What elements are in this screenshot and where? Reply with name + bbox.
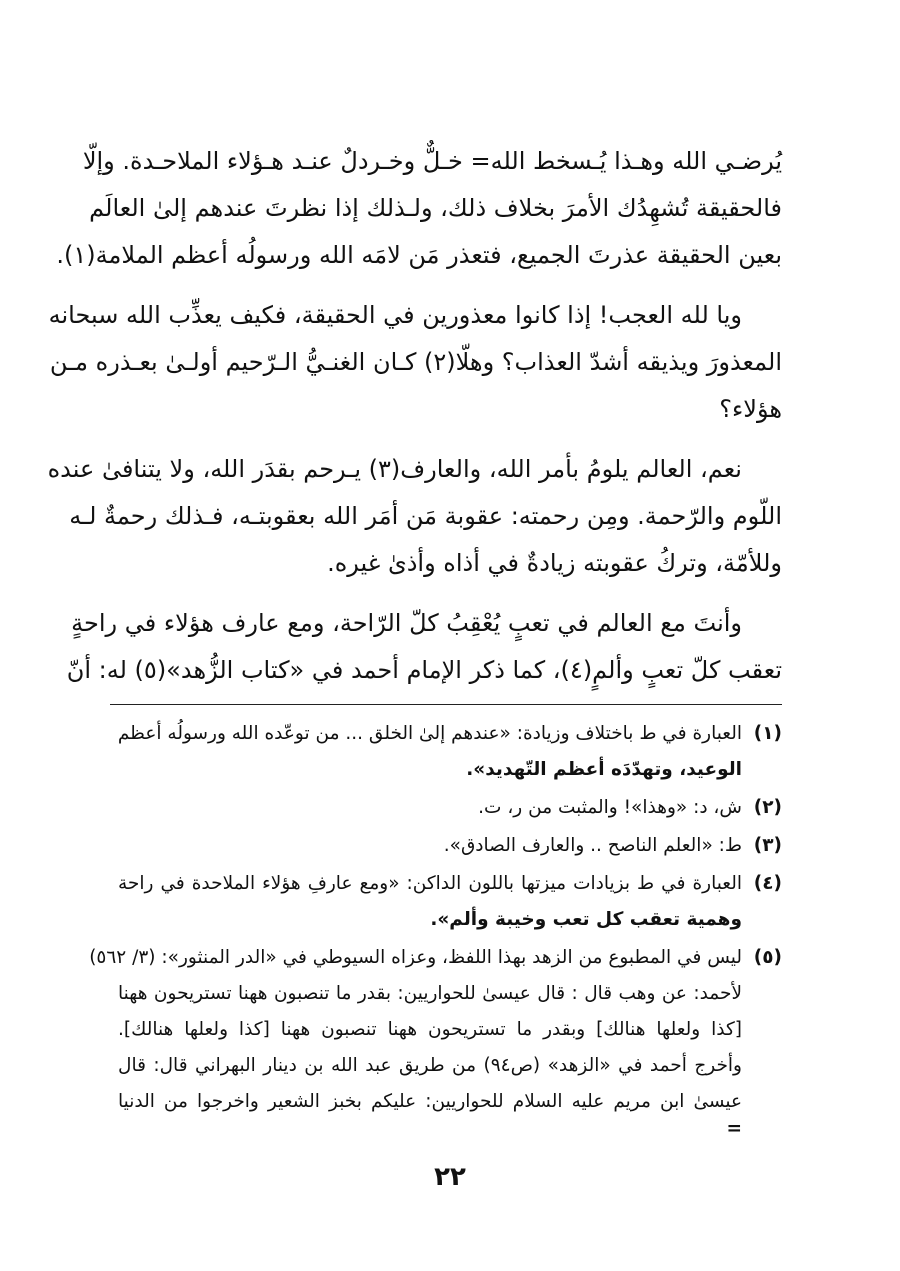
footnote-number: (٣) [753,835,782,856]
paragraph-3 [47,446,782,587]
footnote-line: لأحمد: عن وهب قال : قال عيسىٰ للحواريين: بقدر ما تنصبون ههنا تستريحون ههنا [118,983,742,1004]
footnote-4 [118,866,782,938]
footnote-line: ليس في المطبوع من الزهد بهذا اللفظ، وعزاه السيوطي في «الدر المنثور»: (٣/ ٥٦٢) [89,947,742,968]
text-line: اللّوم والرّحمة. ومِن رحمته: عقوبة مَن أمَر الله بعقوبتـه، فـذلك رحمةٌ لـه [69,502,782,530]
text-line: تعقب كلّ تعبٍ وألمٍ(٤)، كما ذكر الإمام أحمد في «كتاب الزُّهد»(٥) له: أنّ [66,656,782,684]
text-line: يُرضـي الله وهـذا يُـسخط الله= خـلٌّ وخـردلٌ عنـد هـؤلاء الملاحـدة. وإلّا [82,147,782,175]
page-number: ٢٢ [434,1162,466,1192]
text-line: وأنتَ مع العالم في تعبٍ يُعْقِبُ كلّ الرّاحة، ومع عارف هؤلاء في راحةٍ [71,609,742,637]
footnote-number: (٢) [753,797,782,818]
text-line: هؤلاء؟ [719,395,782,423]
footnote-line: وهمية تعقب كل تعب وخيبة وألم». [430,909,742,930]
footnote-line: العبارة في ط بزيادات ميزتها باللون الداكن: «ومع عارفِ هؤلاء الملاحدة في راحة [118,873,742,894]
footnote-1 [118,716,782,788]
footnote-line: ط: «العلم الناصح .. والعارف الصادق». [443,835,742,856]
footnote-line: وأخرج أحمد في «الزهد» (ص٩٤) من طريق عبد الله بن دينار البهراني قال: قال [118,1055,742,1076]
footnote-line: عيسىٰ ابن مريم عليه السلام للحواريين: عليكم بخبز الشعير واخرجوا من الدنيا [118,1091,742,1112]
text-line: بعين الحقيقة عذرتَ الجميع، فتعذر مَن لامَه الله ورسولُه أعظم الملامة(١). [56,241,782,269]
main-text [47,138,782,707]
footnote-line: [كذا ولعلها هنالك] وبقدر ما تستريحون ههنا تنصبون ههنا [كذا ولعلها هنالك]. [118,1019,742,1040]
text-line: وللأمّة، وتركُ عقوبته زيادةٌ في أذاه وأذىٰ غيره. [327,549,782,577]
footnote-number: (٤) [753,873,782,894]
footnote-number: (٥) [753,947,782,968]
text-line: المعذورَ ويذيقه أشدّ العذاب؟ وهلّا(٢) كـان الغنـيُّ الـرّحيم أولـىٰ بعـذره مـن [49,348,782,376]
footnote-line: العبارة في ط باختلاف وزيادة: «عندهم إلىٰ الخلق ... من توعّده الله ورسولُه أعظم [117,723,742,744]
footnotes [89,716,782,1140]
paragraph-4 [66,600,782,694]
footnote-5 [89,940,782,1139]
text-line: فالحقيقة تُشهِدُك الأمرَ بخلاف ذلك، ولـذلك إذا نظرتَ عندهم إلىٰ العالَم [89,194,782,222]
paragraph-2 [48,292,782,433]
footnote-number: (١) [753,723,782,744]
footnote-2 [118,790,782,826]
footnote-line: الوعيد، وتهدّدَه أعظم التّهديد». [466,759,742,780]
footnote-3 [118,828,782,864]
text-line: نعم، العالم يلومُ بأمر الله، والعارف(٣) يـرحم بقدَر الله، ولا يتنافىٰ عنده [47,455,742,483]
footnote-line: ش، د: «وهذا»! والمثبت من ر، ت. [478,797,742,818]
footnote-divider [110,704,782,705]
continuation-mark: = [726,1118,742,1139]
text-line: ويا لله العجب! إذا كانوا معذورين في الحقيقة، فكيف يعذِّب الله سبحانه [48,301,742,329]
paragraph-1 [56,138,782,279]
